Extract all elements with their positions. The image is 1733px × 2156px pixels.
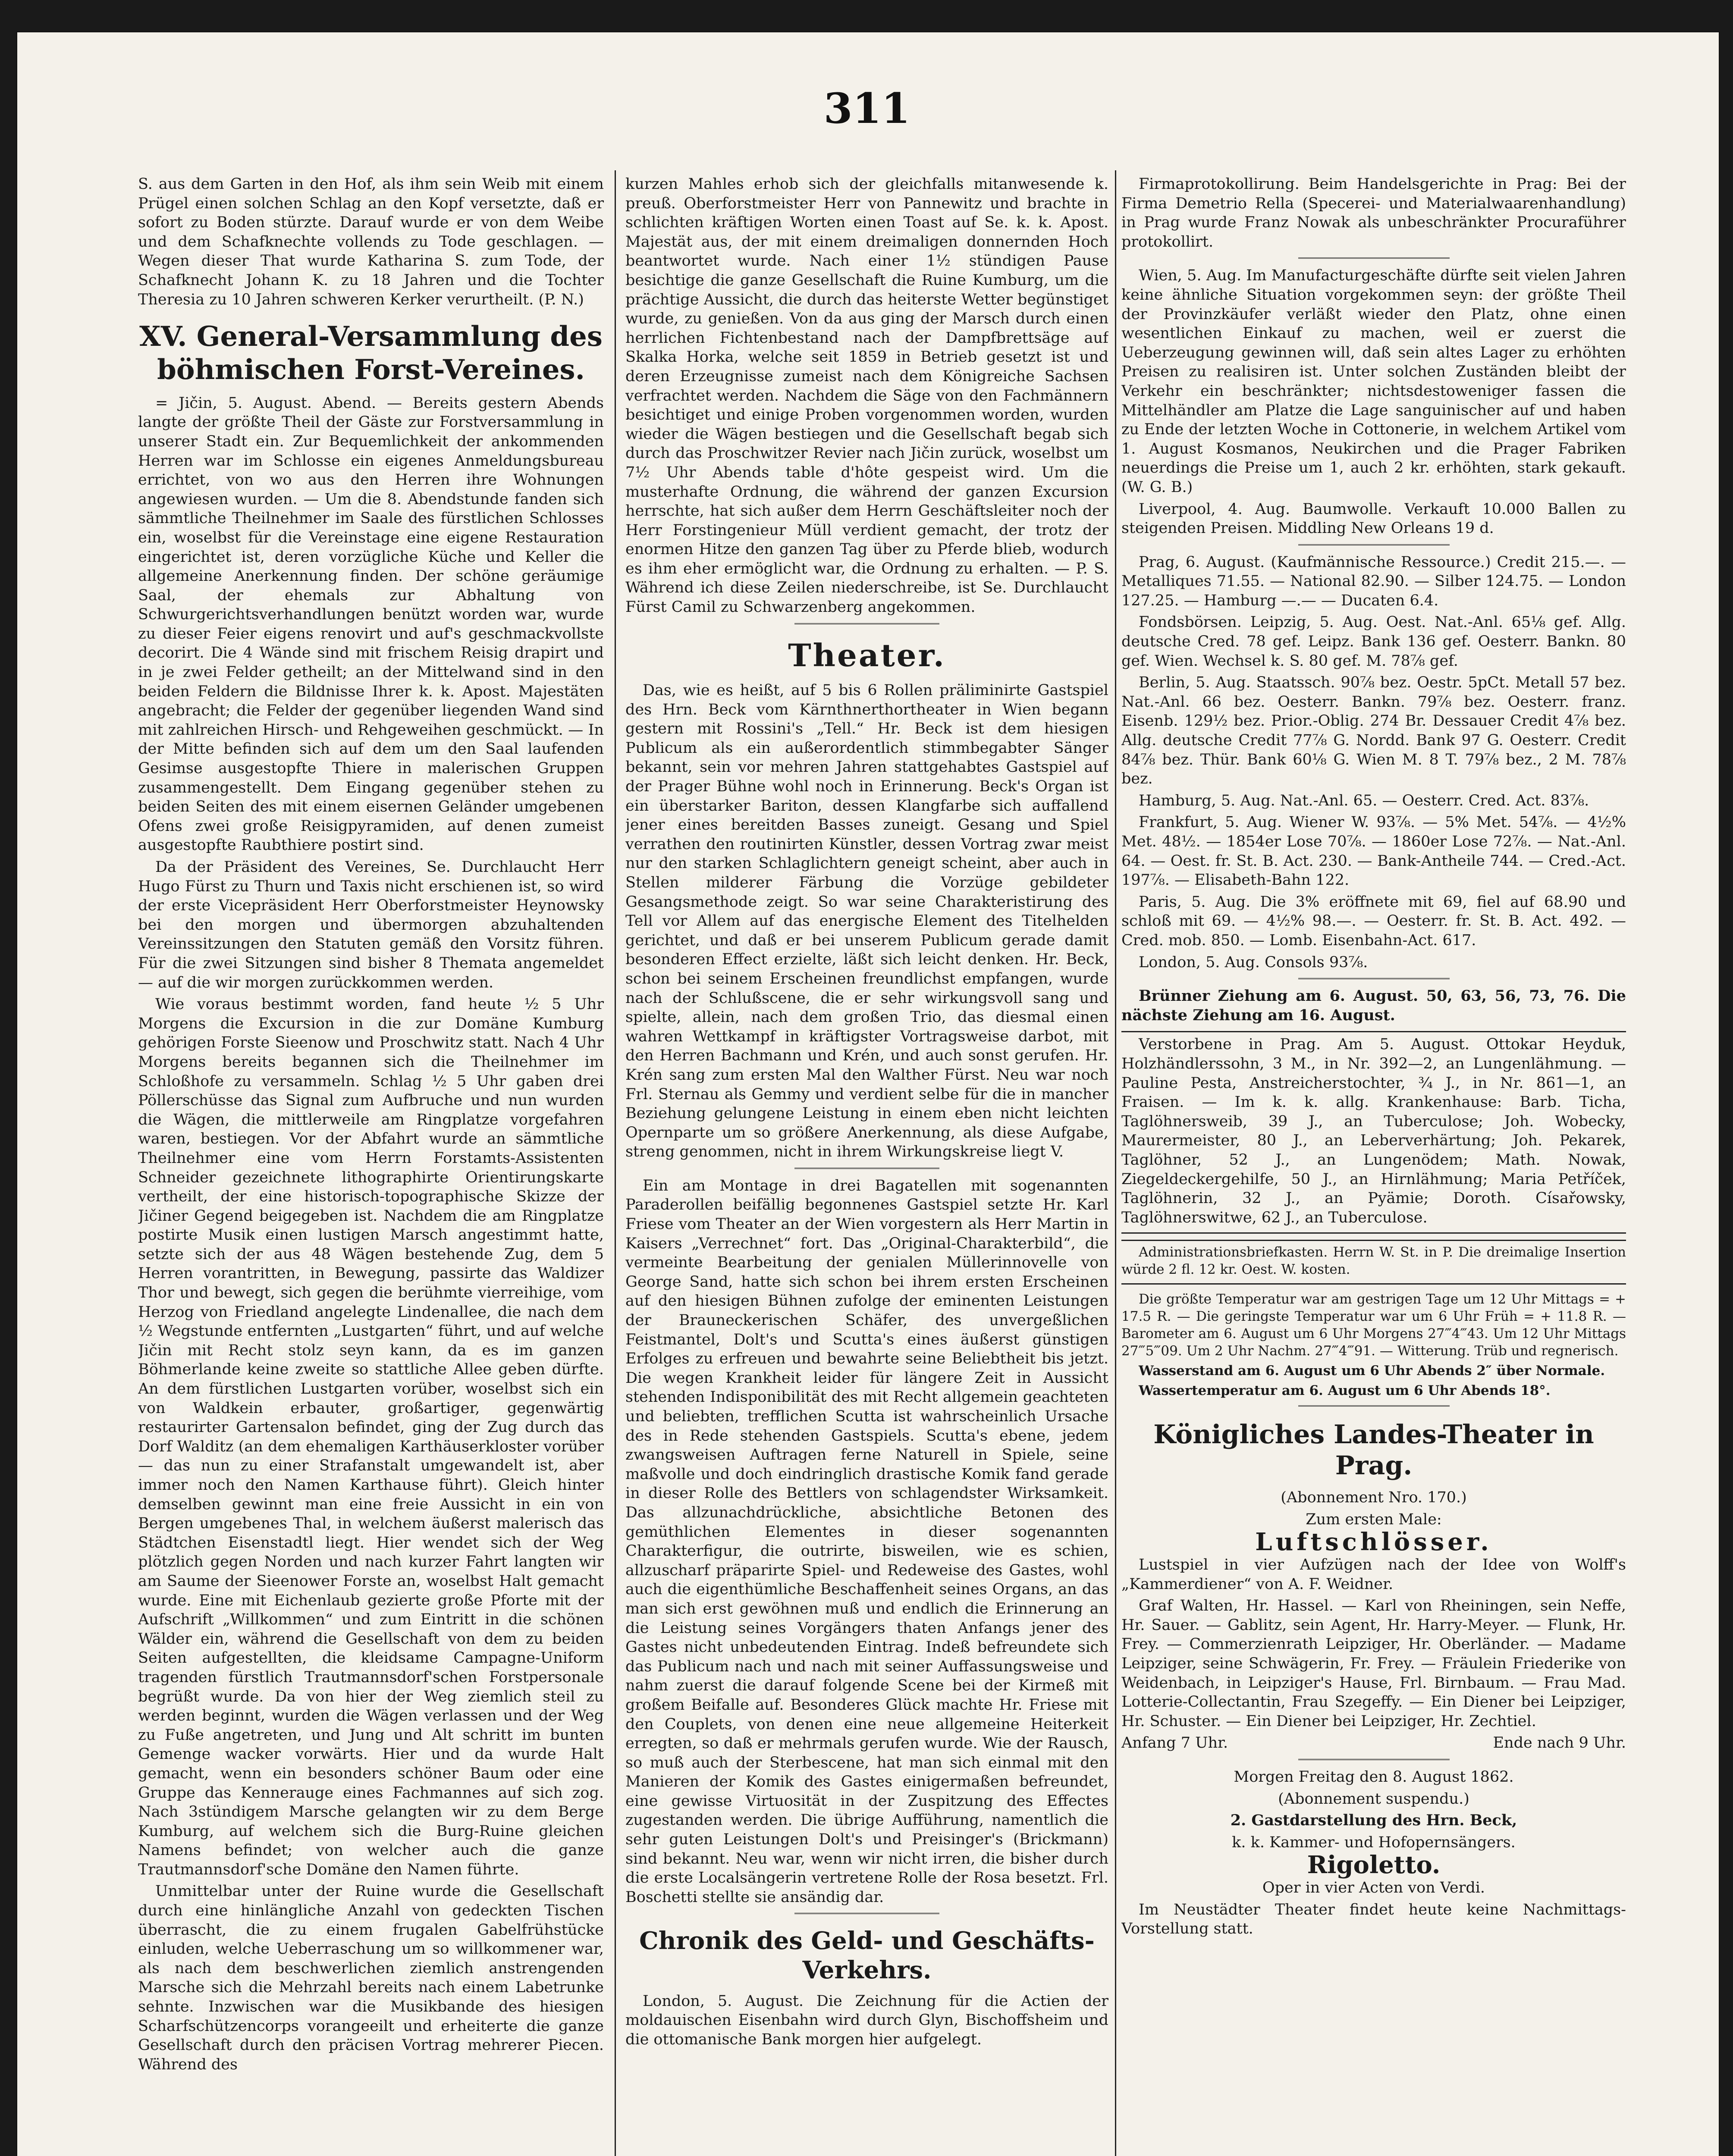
water-temp: Wassertemperatur am 6. August um 6 Uhr Abends 18°.	[1139, 1383, 1551, 1399]
column-2	[625, 175, 1108, 2156]
article-text: = Jičin, 5. August. Abend. — Bereits gestern Abends langte der größte Theil der Gäste zur Forstversammlung in unserer Stadt ein. Zur Bequemlichkeit der ankommenden Herren war im Schlosse ein eigenes Anmeldungsbureau errichtet, von wo aus den Herren ihre Wohnungen angewiesen wurden. — Um die 8. Abendstunde fanden sich sämmtliche Theilnehmer im Saale des fürstlichen Schlosses ein, woselbst für die Vereinstage eine eigene Restauration eingerichtet ist, deren vorzügliche Küche und Keller die allgemeine Anerkennung finden. Der schöne geräumige Saal, der ehemals zur Abhaltung von Schwurgerichtsverhandlungen benützt worden war, wurde zu dieser Feier eigens renovirt und auf's geschmackvollste decorirt. Die 4 Wände sind mit frischem Reisig drapirt und in je zwei Felder getheilt; an der Mittelwand sind in den beiden Feldern die Bildnisse Ihrer k. k. Apost. Majestäten angebracht; die Felder der gegenüber liegenden Wand sind mit zahlreichen Hirsch- und Rehgeweihen geschmückt. — In der Mitte befinden sich auf dem um den Saal laufenden Gesimse ausgestopfte Thiere in malerischen Gruppen zusammengestellt. Dem Eingang gegenüber stehen zu beiden Seiten des mit einem eisernen Geländer umgebenen Ofens zwei große Reisigpyramiden, auf denen zumeist ausgestopfte Raubthiere postirt sind.	[138, 394, 604, 854]
article-text: Unmittelbar unter der Ruine wurde die Gesellschaft durch eine hinlängliche Anzahl von gedeckten Tischen überrascht, die zu einem frugalen Gabelfrühstücke einluden, welche Ueberraschung um so willkommener war, als nach dem beschwerlichen ziemlich anstrengenden Marsche sich die Mehrzahl bereits nach einem Labetrunke sehnte. Inzwischen war die Musikbande des hiesigen Scharfschützencorps vorangeeilt und erheiterte die ganze Gesellschaft durch den präcisen Vortrag mehrerer Piecen. Während des	[138, 1883, 604, 2073]
theater-heading: Königliches Landes-Theater in Prag.	[1153, 1420, 1594, 1481]
market-liverpool: Liverpool, 4. Aug. Baumwolle. Verkauft 10.000 Ballen zu steigenden Preisen. Middling New Orleans 19 d.	[1121, 500, 1626, 537]
market-frankfurt: Frankfurt, 5. Aug. Wiener W. 93⅞. — 5% Met. 54⅞. — 4½% Met. 48½. — 1854er Lose 70⅞. — 1860er Lose 72⅞. — Nat.-Anl. 64. — Oest. fr. St. B. Act. 230. — Bank-Antheile 744. — Cred.-Act. 197⅞. — Elisabeth-Bahn 122.	[1121, 814, 1626, 889]
deaths-box	[1121, 1031, 1626, 1234]
neustadt-notice: Im Neustädter Theater findet heute keine Nachmittags-Vorstellung statt.	[1121, 1901, 1626, 1938]
start-end-line	[1121, 1733, 1626, 1753]
water-level: Wasserstand am 6. August um 6 Uhr Abends 2″ über Normale.	[1139, 1363, 1605, 1379]
singer-title: k. k. Kammer- und Hofopernsängers.	[1232, 1833, 1516, 1851]
deaths-text: Verstorbene in Prag. Am 5. August. Ottokar Heyduk, Holzhändlerssohn, 3 M., in Nr. 392—2, an Lungenlähmung. — Pauline Pesta, Anstreicherstochter, ¾ J., in Nr. 861—1, an Fraisen. — Im k. k. allg. Krankenhause: Barb. Ticha, Taglöhnersweib, 39 J., an Tuberculose; Joh. Wobecky, Maurermeister, 80 J., an Leberverhärtung; Joh. Pekarek, Taglöhner, 52 J., an Lungenödem; Math. Nowak, Ziegeldeckergehilfe, 50 J., an Hirnlähmung; Maria Petříček, Taglöhnerin, 32 J., an Pyämie; Doroth. Císařowsky, Taglöhnerswitwe, 62 J., an Tuberculose.	[1121, 1036, 1626, 1226]
tomorrow-line: Morgen Freitag den 8. August 1862.	[1234, 1768, 1514, 1786]
opera-description: Oper in vier Acten von Verdi.	[1262, 1879, 1485, 1896]
play-cast: Graf Walten, Hr. Hassel. — Karl von Rheiningen, sein Neffe, Hr. Sauer. — Gablitz, sein Agent, Hr. Harry-Meyer. — Flunk, Hr. Frey. — Commerzienrath Leipziger, Hr. Oberländer. — Madame Leipziger, seine Schwägerin, Fr. Frey. — Fräulein Friederike von Weidenbach, in Leipziger's Hause, Frl. Birnbaum. — Frau Mad. Lotterie-Collectantin, Frau Szegeffy. — Ein Diener bei Leipziger, Hr. Schuster. — Ein Diener bei Leipziger, Hr. Zechtiel.	[1121, 1597, 1626, 1730]
separator	[1298, 544, 1450, 547]
market-fonds: Fondsbörsen. Leipzig, 5. Aug. Oest. Nat.-Anl. 65⅛ gef. Allg. deutsche Cred. 78 gef. Leipz. Bank 136 gef. Oesterr. Bankn. 80 gef. Wien. Wechsel k. S. 80 gef. M. 78⅞ gef.	[1121, 614, 1626, 670]
article-text: Wie voraus bestimmt worden, fand heute ½ 5 Uhr Morgens die Excursion in die zur Domäne Kumburg gehörigen Forste Sieenow und Proschwitz statt. Nach 4 Uhr Morgens bereits begannen sich die Theilnehmer im Schloßhofe zu versammeln. Schlag ½ 5 Uhr gaben drei Pöllerschüsse das Signal zum Aufbruche und nun wurden die Wägen, die mittlerweile am Ringplatze vorgefahren waren, bestiegen. Vor der Abfahrt wurde an sämmtliche Theilnehmer eine vom Herrn Forstamts-Assistenten Schneider gezeichnete lithographirte Orientirungskarte vertheilt, der eine historisch-topographische Skizze der Jičiner Gegend beigegeben ist. Nachdem die am Ringplatze postirte Musik einen lustigen Marsch angestimmt hatte, setzte sich der aus 48 Wägen bestehende Zug, dem 5 Herren vorantritten, in Bewegung, passirte das Waldizer Thor und bewegt, sich gegen die berühmte vierreihige, vom Herzog von Friedland angelegte Lindenallee, die nach dem ½ Wegstunde entfernten „Lustgarten“ führt, und auf welche Jičin mit Recht stolz seyn kann, da es im ganzen Böhmerlande keine zweite so stattliche Allee geben dürfte. An dem fürstlichen Lustgarten vorüber, woselbst sich ein von Waldkein erbauter, großartiger, gegenwärtig restaurirter Gartensalon befindet, ging der Zug durch das Dorf Walditz (an dem ehemaligen Karthäuserkloster vorüber — das nun zu einer Strafanstalt umgewandelt ist, aber immer noch den Namen Karthause führt). Gleich hinter demselben gewinnt man eine freie Aussicht in ein von Bergen umgebenes Thal, in welchem äußerst malerisch das Städtchen Eisenstadtl liegt. Hier wendet sich der Weg plötzlich gegen Norden und nach kurzer Fahrt langten wir am Saume der Sieenower Forste an, woselbst Halt gemacht wurde. Eine mit Eichenlaub gezierte große Pforte mit der Aufschrift „Willkommen“ und zum Eintritt in die schönen Wälder ein, während die Gesellschaft von dem zu beiden Seiten aufgestellten, die kleidsame Campagne-Uniform tragenden fürstlich Trautmannsdorf'schen Forstpersonale begrüßt wurde. Da von hier der Weg ziemlich steil zu werden beginnt, wurden die Wägen verlassen und der Weg zu Fuße angetreten, und Jung und Alt schritt im bunten Gemenge wacker vorwärts. Hier und da wurde Halt gemacht, wenn ein besonders schöner Baum oder eine Gruppe das Kennerauge eines Fachmannes auf sich zog. Nach 3stündigem Marsche gelangten wir zu dem Berge Kumburg, auf welchem sich die Burg-Ruine gleichen Namens befindet; von welcher auch die ganze Trautmannsdorf'sche Domäne den Namen führte.	[138, 996, 604, 1878]
end-time: Ende nach 9 Uhr.	[1493, 1734, 1626, 1752]
lottery-bruenner: Brünner Ziehung am 6. August. 50, 63, 56, 73, 76. Die nächste Ziehung am 16. August.	[1121, 987, 1626, 1024]
column-1	[138, 175, 604, 2156]
opera-title: Rigoletto.	[1307, 1851, 1441, 1880]
notice-firma: Firmaprotokollirung. Beim Handelsgerichte in Prag: Bei der Firma Demetrio Rella (Specerei- und Materialwaarenhandlung) in Prag wurde Franz Nowak als unbeschränkter Procuraführer protokollirt.	[1121, 175, 1626, 251]
guest-performance: 2. Gastdarstellung des Hrn. Beck,	[1230, 1811, 1517, 1830]
separator	[1298, 257, 1450, 260]
separator	[1298, 1759, 1450, 1761]
page-number: 311	[823, 84, 910, 133]
column-rule	[1115, 170, 1116, 2156]
play-title: Luftschlösser.	[1255, 1528, 1492, 1557]
market-wien: Wien, 5. Aug. Im Manufacturgeschäfte dürfte seit vielen Jahren keine ähnliche Situation vorgekommen seyn: der größte Theil der Provinzkäufer verläßt wieder den Platz, ohne einen wesentlichen Einkauf zu machen, weil er zuerst die Ueberzeugung gewinnen will, daß sein altes Lager zu erhöhten Preisen zu realisiren ist. Unter solchen Zuständen bleibt der Verkehr ein beschränkter; nichtsdestoweniger fassen die Mittelhändler am Platze die Lage sanguinischer auf und haben zu Ende der letzten Woche in Cottonerie, in welchem Artikel vom 1. August Kosmanos, Neukirchen und die Prager Fabriken neuerdings die Preise um 1, auch 2 kr. erhöhten, stark gekauft. (W. G. B.)	[1121, 267, 1626, 496]
column-3	[1121, 175, 1626, 2156]
start-time: Anfang 7 Uhr.	[1121, 1734, 1228, 1752]
market-berlin: Berlin, 5. Aug. Staatssch. 90⅞ bez. Oestr. 5pCt. Metall 57 bez. Nat.-Anl. 66 bez. Oesterr. Bankn. 79⅞ bez. Oesterr. franz. Eisenb. 129½ bez. Prior.-Oblig. 274 Br. Dessauer Credit 4⅞ bez. Allg. deutsche Credit 77⅞ G. Nordd. Bank 97 G. Oesterr. Credit 84⅞ bez. Thür. Bank 60⅛ G. Wien M. 8 T. 79⅞ bez., 2 M. 78⅞ bez.	[1121, 674, 1626, 788]
newspaper-page	[17, 32, 1719, 2156]
first-time-line: Zum ersten Male:	[1306, 1510, 1442, 1528]
section-heading-theater: Theater.	[788, 636, 946, 674]
article-text: Da der Präsident des Vereines, Se. Durchlaucht Herr Hugo Fürst zu Thurn und Taxis nicht erschienen ist, so wird der erste Vicepräsident Herr Oberforstmeister Heynowsky bei den morgen und übermorgen abzuhaltenden Vereinssitzungen den Statuten gemäß den Vorsitz führen. Für die zwei Sitzungen sind bisher 8 Themata angemeldet — auf die wir morgen zurückkommen werden.	[138, 859, 604, 991]
briefkasten-text: Administrationsbriefkasten. Herrn W. St. in P. Die dreimalige Insertion würde 2 fl. 12 kr. Oest. W. kosten.	[1121, 1244, 1626, 1278]
separator	[1298, 978, 1450, 981]
market-london: London, 5. Aug. Consols 93⅞.	[1139, 953, 1368, 971]
column-rule	[615, 170, 616, 2156]
market-prag: Prag, 6. August. (Kaufmännische Ressource.) Credit 215.—. — Metalliques 71.55. — National 82.90. — Silber 124.75. — London 127.25. — Hamburg —.— — Ducaten 6.4.	[1121, 553, 1626, 609]
section-heading-chronik: Chronik des Geld- und Geschäfts-Verkehrs.	[639, 1927, 1095, 1984]
article-text: S. aus dem Garten in den Hof, als ihm sein Weib mit einem Prügel einen solchen Schlag an den Kopf versetzte, daß er sofort zu Boden stürzte. Darauf wurde er von dem Weibe und dem Schafknechte vollends zu Tode geschlagen. — Wegen dieser That wurde Katharina S. zum Tode, der Schafknecht Johann K. zu 18 Jahren und die Tochter Theresia zu 10 Jahren schweren Kerker verurtheilt. (P. N.)	[138, 175, 604, 308]
briefkasten-box	[1121, 1240, 1626, 1285]
abonnement-line: (Abonnement Nro. 170.)	[1281, 1489, 1467, 1507]
play-description: Lustspiel in vier Aufzügen nach der Idee von Wolff's „Kammerdiener“ von A. F. Weidner.	[1121, 1556, 1626, 1593]
separator	[794, 1168, 939, 1170]
section-heading: XV. General-Versammlung des böhmischen Forst-Vereines.	[139, 320, 603, 386]
article-text: Ein am Montage in drei Bagatellen mit sogenannten Paraderollen beifällig begonnenes Gastspiel setzte Hr. Karl Friese vom Theater an der Wien vorgestern als Herr Martin in Kaisers „Verrechnet“ fort. Das „Original-Charakterbild“, die vermeinte Bearbeitung der genialen Müllerinnovelle von George Sand, hatte sich schon bei ihrem ersten Erscheinen auf den hiesigen Bühnen zufolge der eminenten Leistungen der Brauneckerischen Schäfer, des unvergeßlichen Feistmantel, Dolt's und Scutta's eines äußerst günstigen Erfolges zu erfreuen und bewahrte seine Beliebtheit bis jetzt. Die wegen Krankheit leider für längere Zeit in Aussicht stehenden Indisponibilität des mit Recht allgemein geachteten und beliebten, trefflichen Scutta ist wahrscheinlich Ursache des in Rede stehenden Gastspiels. Scutta's ebene, jedem zwangsweisen Auftragen ferne Naturell in Spiele, seine maßvolle und doch eindringlich drastische Komik fand gerade in dieser Rolle des Bettlers von schlagendster Wirksamkeit. Das allzunachdrückliche, absichtliche Betonen des gemüthlichen Elementes in dieser sogenannten Charakterfigur, die outrirte, bisweilen, wie es schien, allzuscharf präparirte Spiel- und Redeweise des Gastes, wohl auch die eigenthümliche Beschaffenheit seines Organs, an das man sich erst gewöhnen muß und endlich die Erinnerung an die Leistung seines Vorgängers thaten Anfangs jener des Gastes nicht unbedeutenden Eintrag. Indeß befreundete sich das Publicum nach und nach mit seiner Auffassungsweise und nahm zuerst die darauf folgende Scene bei der Kirmeß mit großem Beifalle auf. Besonderes Glück machte Hr. Friese mit den Couplets, von denen eine neue allgemeine Heiterkeit erregten, so daß er mehrmals gerufen wurde. Wie der Rausch, so muß auch der Sterbescene, hat man sich einmal mit den Manieren der Komik des Gastes einigermaßen befreundet, eine gewisse Virtuosität in der Zuspitzung des Effectes zugestanden werden. Die übrige Aufführung, namentlich die sehr guten Leistungen Dolt's und Preisinger's (Brickmann) sind bekannt. Neu war, wenn wir nicht irren, die bisher durch die erste Localsängerin vertretene Rolle der Rosa besetzt. Frl. Boschetti stellte sie ansändig dar.	[625, 1177, 1108, 1906]
separator	[1298, 1405, 1450, 1408]
article-text: Das, wie es heißt, auf 5 bis 6 Rollen präliminirte Gastspiel des Hrn. Beck vom Kärnthnerthortheater in Wien begann gestern mit Rossini's „Tell.“ Hr. Beck ist dem hiesigen Publicum als ein außerordentlich stimmbegabter Sänger bekannt, sein vor mehren Jahren stattgehabtes Gastspiel auf der Prager Bühne wohl noch in Erinnerung. Beck's Organ ist ein überstarker Bariton, dessen Klangfarbe sich auffallend jener eines bereitden Basses zuneigt. Gesang und Spiel verrathen den routinirten Künstler, dessen Vortrag zwar meist nur den starken Schlaglichtern geneigt scheint, aber auch in Stellen milderer Färbung die Vorzüge gebildeter Gesangsmethode zeigt. So war seine Charakteristirung des Tell vor Allem auf das energische Element des Titelhelden gerichtet, und daß er bei unserem Publicum gerade damit besonderen Effect erzielte, läßt sich leicht denken. Hr. Beck, schon bei seinem Erscheinen freundlichst empfangen, wurde nach der Schlußscene, die er sehr wirkungsvoll sang und spielte, allein, nach dem großen Trio, das diesmal einen wahren Wettkampf in kräftigster Vortragsweise darbot, mit den Herren Bachmann und Krén, und auch sonst gerufen. Hr. Krén sang zum ersten Mal den Walther Fürst. Neu war noch Frl. Sternau als Gemmy und verdient selbe für die in mancher Beziehung gelungene Leistung in einem eben nicht leichten Opernparte um so größere Anerkennung, als diese Aufgabe, streng genommen, nicht in ihrem Wirkungskreise liegt V.	[625, 682, 1108, 1161]
article-text: London, 5. August. Die Zeichnung für die Actien der moldauischen Eisenbahn wird durch Glyn, Bischoffsheim und die ottomanische Bank morgen hier aufgelegt.	[625, 1992, 1108, 2049]
market-hamburg: Hamburg, 5. Aug. Nat.-Anl. 65. — Oesterr. Cred. Act. 83⅞.	[1139, 792, 1589, 809]
article-text: kurzen Mahles erhob sich der gleichfalls mitanwesende k. preuß. Oberforstmeister Herr von Pannewitz und brachte in schlichten kräftigen Worten einen Toast auf Se. k. k. Apost. Majestät aus, der mit einem dreimaligen donnernden Hoch beantwortet wurde. Nach einer 1½ stündigen Pause besichtige die ganze Gesellschaft die Ruine Kumburg, um die prächtige Aussicht, die durch das heiterste Wetter begünstiget wurde, zu genießen. Von da aus ging der Marsch durch einen herrlichen Fichtenbestand nach der Dampfbrettsäge auf Skalka Horka, welche seit 1859 in Betrieb gesetzt ist und deren Erzeugnisse zumeist nach dem Königreiche Sachsen verfrachtet werden. Nachdem die Säge von den Fachmännern besichtiget und einige Proben vorgenommen worden, wurden wieder die Wägen bestiegen und die Gesellschaft begab sich durch das Proschwitzer Revier nach Jičin zurück, woselbst um 7½ Uhr Abends table d'hôte gespeist wird. Um die musterhafte Ordnung, die während der ganzen Excursion herrschte, hat sich außer dem Herrn Geschäftsleiter noch der Herr Forstingenieur Müll verdient gemacht, der trotz der enormen Hitze den ganzen Tag über zu Pferde blieb, wodurch es ihm eher ermöglicht war, die Ordnung zu erhalten. — P. S. Während ich diese Zeilen niederschreibe, ist Se. Durchlaucht Fürst Camil zu Schwarzenberg angekommen.	[625, 175, 1108, 616]
weather-text: Die größte Temperatur war am gestrigen Tage um 12 Uhr Mittags = + 17.5 R. — Die geringste Temperatur war um 6 Uhr Früh = + 11.8 R. — Barometer am 6. August um 6 Uhr Morgens 27‴4‴43. Um 12 Uhr Mittags 27‴5‴09. Um 2 Uhr Nachm. 27‴4‴91. — Witterung. Trüb und regnerisch.	[1121, 1291, 1626, 1359]
separator	[794, 623, 939, 626]
separator	[794, 1913, 939, 1915]
abonnement-suspended: (Abonnement suspendu.)	[1278, 1790, 1469, 1808]
market-paris: Paris, 5. Aug. Die 3% eröffnete mit 69, fiel auf 68.90 und schloß mit 69. — 4½% 98.—. — Oesterr. fr. St. B. Act. 492. — Cred. mob. 850. — Lomb. Eisenbahn-Act. 617.	[1121, 893, 1626, 949]
